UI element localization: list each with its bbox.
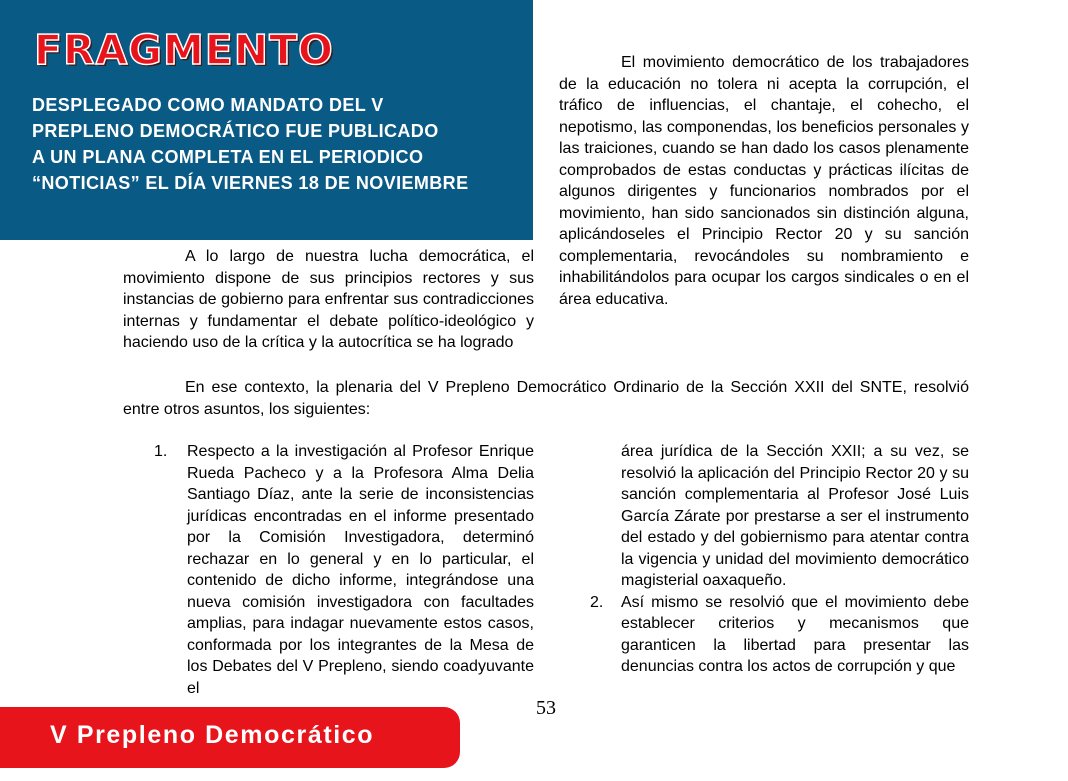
header-title: FRAGMENTO <box>34 26 334 74</box>
page-number: 53 <box>536 697 556 719</box>
resolution-list-right-column <box>590 441 969 678</box>
paragraph-lucha-democratica: A lo largo de nuestra lucha democrática, el movimiento dispone de sus principios rectores y sus instancias de gobierno para enfrentar sus contradicciones internas y fundamentar el debate político-ideológico y haciendo uso de la crítica y la autocrítica se ha logrado <box>123 248 534 351</box>
subtitle-line: PREPLENO DEMOCRÁTICO FUE PUBLICADO <box>32 121 439 141</box>
paragraph-corruption: El movimiento democrático de los trabajadores de la educación no tolera ni acepta la corrupción, el tráfico de influencias, el chantaje, el cohecho, el nepotismo, las componendas, los beneficios personales y las traiciones, cuando se han dado los casos plenamente comprobados de estas conductas y prácticas ilícitas de algunos dirigentes y funcionarios nombrados por el movimiento, han sido sancionados sin distinción alguna, aplicándoseles el Principio Rector 20 y su sanción complementaria, revocándoles su nombramiento e inhabilitándolos para ocupar los cargos sindicales o en el área educativa. <box>559 54 969 308</box>
subtitle-line: “NOTICIAS” EL DÍA VIERNES 18 DE NOVIEMBRE <box>32 173 469 193</box>
list-item-number: 1. <box>154 443 168 460</box>
subtitle-line: A UN PLANA COMPLETA EN EL PERIODICO <box>32 147 424 167</box>
footer-banner <box>0 707 460 768</box>
resolution-list-left-column <box>150 441 534 699</box>
header-subtitle <box>32 92 522 196</box>
header-box <box>0 0 533 240</box>
list-item-text: Respecto a la investigación al Profesor Enrique Rueda Pacheco y a la Profesora Alma Delia Santiago Díaz, ante la serie de inconsistencias jurídicas encontradas en el informe presentado por la Comisión Investigadora, determinó rechazar en lo general y en lo particular, el contenido de dicho informe, integrándose una nueva comisión investigadora con facultades amplias, para indagar nuevamente estos casos, conformada por los integrantes de la Mesa de los Debates del V Prepleno, siendo coadyuvante el <box>187 443 534 697</box>
subtitle-line: DESPLEGADO COMO MANDATO DEL V <box>32 95 384 115</box>
footer-title: V Prepleno Democrático <box>50 721 375 749</box>
list-item-text: Así mismo se resolvió que el movimiento debe establecer criterios y mecanismos que garanticen la libertad para presentar las denuncias contra los actos de corrupción y que <box>621 593 969 675</box>
paragraph-context: En ese contexto, la plenaria del V Prepleno Democrático Ordinario de la Sección XXII del SNTE, resolvió entre otros asuntos, los siguientes: <box>123 379 969 418</box>
list-item-number: 2. <box>590 593 604 611</box>
list-item <box>590 592 969 678</box>
list-item-continuation: área jurídica de la Sección XXII; a su vez, se resolvió la aplicación del Principio Rector 20 y su sanción complementaria al Profesor José Luis García Zárate por prestarse a ser el instrumento del estado y del gobiernismo para atentar contra la vigencia y unidad del movimiento democrático magisterial oaxaqueño. <box>621 443 969 589</box>
list-item <box>150 441 534 699</box>
